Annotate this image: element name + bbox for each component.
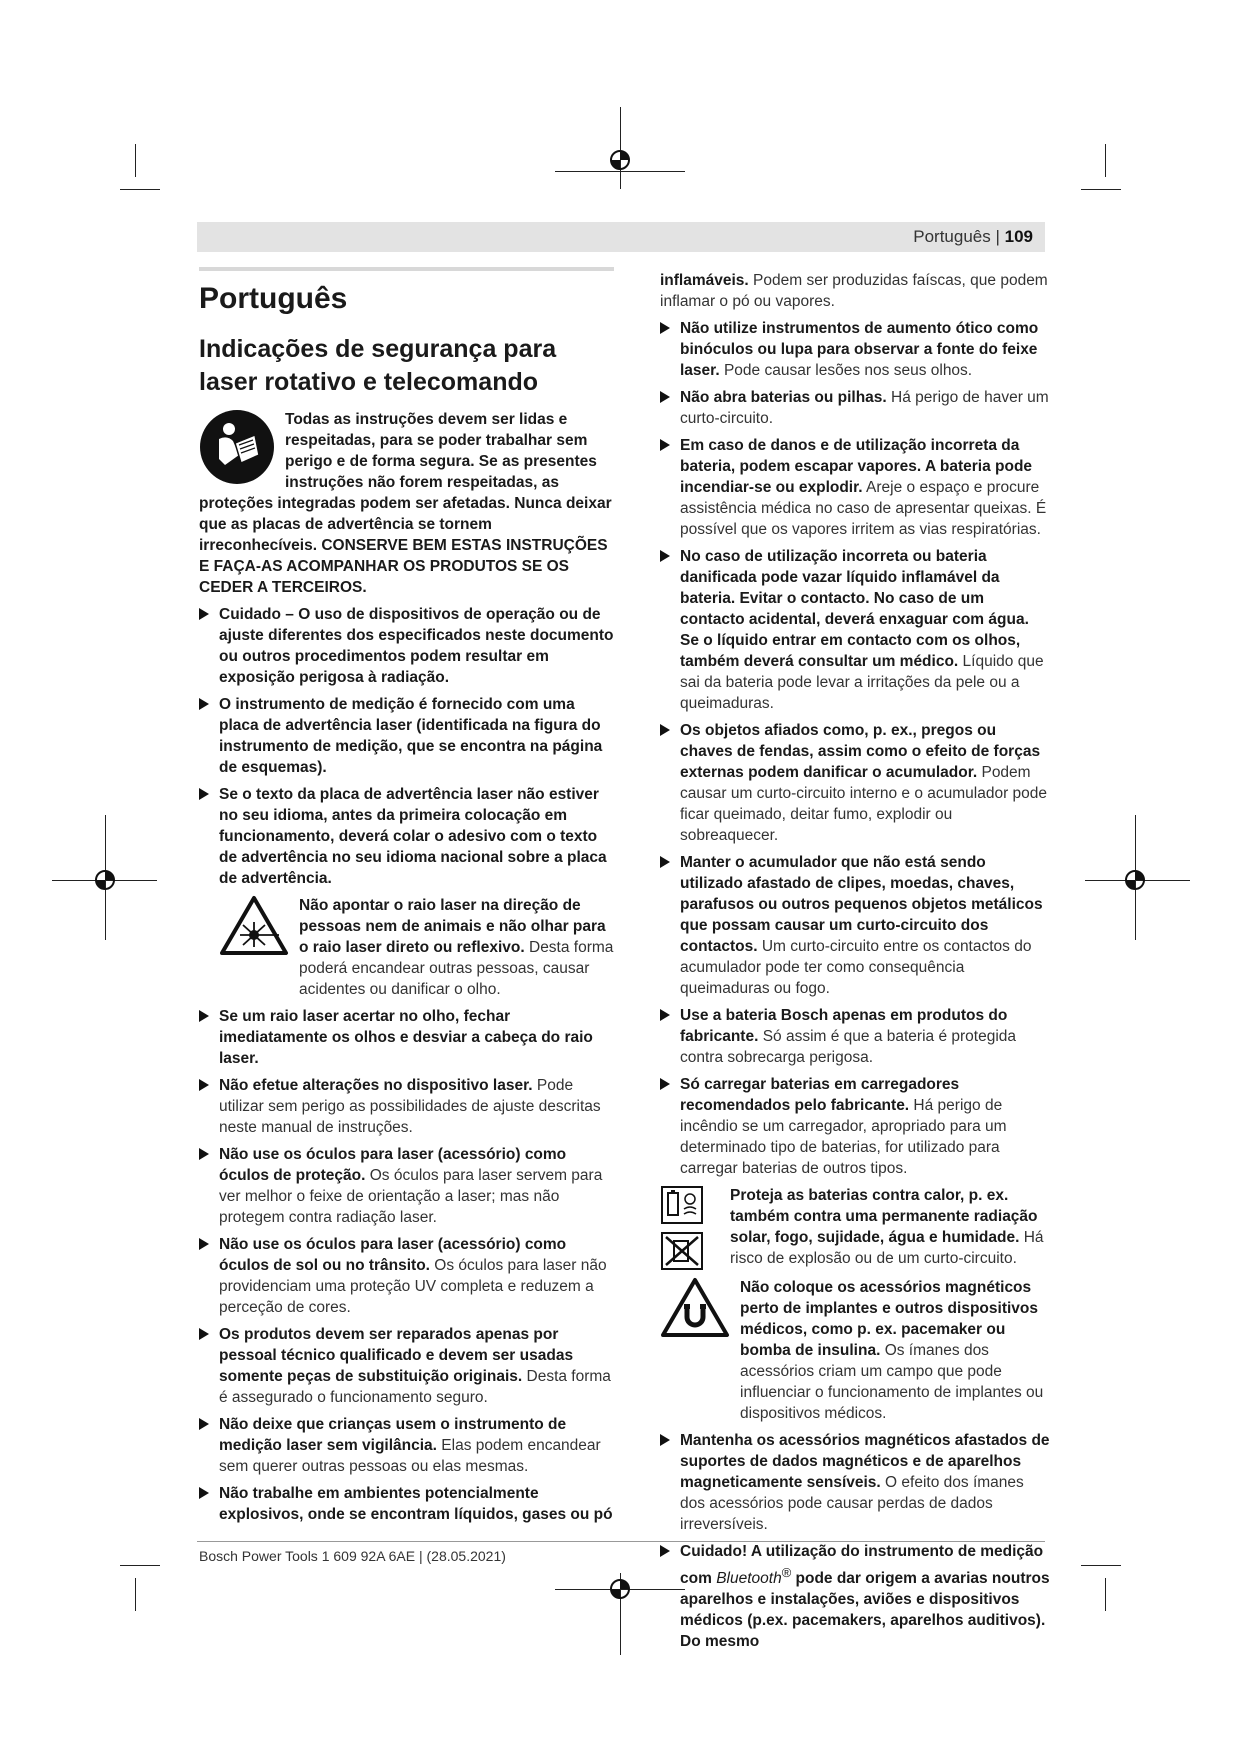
bullet-arrow-icon	[660, 724, 670, 736]
list-item: Não efetue alterações no dispositivo laser. Pode utilizar sem perigo as possibilidades de ajuste descritas neste manual de instruções.	[199, 1075, 614, 1138]
bullet-arrow-icon	[199, 1487, 209, 1499]
right-list-1	[660, 318, 1050, 1179]
battery-heat-icon	[660, 1185, 704, 1225]
battery-no-water-icon	[660, 1231, 704, 1271]
bullet-arrow-icon	[199, 1418, 209, 1430]
crop-mark	[1105, 1578, 1106, 1611]
bullet-arrow-icon	[199, 698, 209, 710]
bullet-arrow-icon	[199, 1010, 209, 1022]
list-item: Não utilize instrumentos de aumento ótico como binóculos ou lupa para observar a fonte do feixe laser. Pode causar lesões nos seus olhos.	[660, 318, 1050, 381]
laser-warning-bold: Não apontar o raio laser na direção de pessoas nem de animais e não olhar para o raio laser direto ou reflexivo.	[299, 897, 606, 956]
registration-target-icon	[609, 149, 631, 171]
continuation-text: inflamáveis. Podem ser produzidas faíscas, que podem inflamar o pó ou vapores.	[660, 272, 1048, 310]
list-item: Só carregar baterias em carregadores recomendados pelo fabricante. Há perigo de incêndio se um carregador, apropriado para um determinado tipo de baterias, for utilizado para carregar baterias de outros tipos.	[660, 1074, 1050, 1179]
bullet-arrow-icon	[660, 856, 670, 868]
page-header	[197, 222, 1045, 252]
bullet-arrow-icon	[199, 1238, 209, 1250]
header-label: Português | 109	[913, 227, 1033, 246]
magnet-warning-icon	[660, 1277, 730, 1339]
registration-target-icon	[94, 869, 116, 891]
list-item: O instrumento de medição é fornecido com uma placa de advertência laser (identificada na figura do instrumento de medição, que se encontra na página de esquemas).	[199, 694, 614, 778]
page-title: Português	[199, 282, 348, 315]
bullet-arrow-icon	[199, 1328, 209, 1340]
read-manual-icon	[199, 409, 275, 485]
list-item: Não use os óculos para laser (acessório) como óculos de sol ou no trânsito. Os óculos para laser não providenciam uma proteção UV completa e reduzem a perceção de cores.	[199, 1234, 614, 1318]
header-language: Português	[913, 227, 991, 246]
list-item: Os produtos devem ser reparados apenas por pessoal técnico qualificado e devem ser usadas somente peças de substituição originais. Desta forma é assegurado o funcionamento seguro.	[199, 1324, 614, 1408]
list-item: Cuidado – O uso de dispositivos de operação ou de ajuste diferentes dos especificados neste documento ou outros procedimentos podem resultar em exposição perigosa à radiação.	[199, 604, 614, 688]
bullet-arrow-icon	[660, 1545, 670, 1557]
registration-target-icon	[609, 1578, 631, 1600]
heat-warning-text: Há risco de explosão ou de um curto-circuito.	[730, 1229, 1044, 1267]
crop-mark	[1081, 1565, 1121, 1566]
magnet-warning-bold: Não coloque os acessórios magnéticos perto de implantes e outros dispositivos médicos, como p. ex. pacemaker ou bomba de insulina.	[740, 1279, 1038, 1359]
list-item: Não abra baterias ou pilhas. Há perigo de haver um curto-circuito.	[660, 387, 1050, 429]
list-item: Mantenha os acessórios magnéticos afastados de suportes de dados magnéticos e de aparelhos magneticamente sensíveis. O efeito dos ímanes dos acessórios pode causar perdas de dados irreversíveis.	[660, 1430, 1050, 1535]
list-item: No caso de utilização incorreta ou bateria danificada pode vazar líquido inflamável da bateria. Evitar o contacto. No caso de um contacto acidental, deverá enxaguar com água. Se o líquido entrar em contacto com os olhos, também deverá consultar um médico. Líquido que sai da bateria pode levar a irritações da pele ou a queimaduras.	[660, 546, 1050, 714]
registration-line	[620, 107, 621, 189]
page-footer: Bosch Power Tools 1 609 92A 6AE | (28.05.2021)	[199, 1548, 506, 1564]
laser-warning-block	[199, 895, 614, 1000]
bullet-arrow-icon	[199, 1079, 209, 1091]
heat-warning-block	[660, 1185, 1050, 1271]
heat-warning-bold: Proteja as baterias contra calor, p. ex. também contra uma permanente radiação solar, fogo, sujidade, água e humidade.	[730, 1187, 1038, 1246]
intro-block	[199, 409, 614, 598]
page-number: 109	[1004, 227, 1033, 246]
bullet-arrow-icon	[660, 1009, 670, 1021]
intro-text: Todas as instruções devem ser lidas e respeitadas, para se poder trabalhar sem perigo e de forma segura. Se as presentes instruções não forem respeitadas, as proteções integradas podem ser afetadas. Nunca deixar que as placas de advertência se tornem irreconhecíveis. CONSERVE BEM ESTAS INSTRUÇÕES E FAÇA-AS ACOMPANHAR OS PRODUTOS SE OS CEDER A TERCEIROS.	[199, 411, 612, 596]
bullet-arrow-icon	[660, 322, 670, 334]
list-item: Não trabalhe em ambientes potencialmente explosivos, onde se encontram líquidos, gases ou pó	[199, 1483, 614, 1525]
crop-mark	[120, 1565, 160, 1566]
list-item: Manter o acumulador que não está sendo utilizado afastado de clipes, moedas, chaves, parafusos ou outros pequenos objetos metálicos que possam causar um curto-circuito dos contactos. Um curto-circuito entre os contactos do acumulador pode ter como consequência queimaduras ou fogo.	[660, 852, 1050, 999]
bullet-arrow-icon	[199, 1148, 209, 1160]
list-item: Não deixe que crianças usem o instrumento de medição laser sem vigilância. Elas podem encandear sem querer outras pessoas ou elas mesmas.	[199, 1414, 614, 1477]
registration-line	[555, 171, 685, 172]
list-item: Não use os óculos para laser (acessório) como óculos de proteção. Os óculos para laser servem para ver melhor o feixe de orientação a laser; mas não protegem contra radiação laser.	[199, 1144, 614, 1228]
battery-symbols	[660, 1185, 720, 1271]
right-column	[660, 270, 1050, 1658]
list-item: Use a bateria Bosch apenas em produtos do fabricante. Só assim é que a bateria é protegida contra sobrecarga perigosa.	[660, 1005, 1050, 1068]
bullet-arrow-icon	[199, 788, 209, 800]
crop-mark	[135, 144, 136, 177]
bullet-arrow-icon	[660, 439, 670, 451]
bullet-arrow-icon	[660, 550, 670, 562]
list-item: Se um raio laser acertar no olho, fechar imediatamente os olhos e desviar a cabeça do raio laser.	[199, 1006, 614, 1069]
magnet-warning-text: Os ímanes dos acessórios criam um campo que pode influenciar o funcionamento de implantes ou dispositivos médicos.	[740, 1342, 1044, 1422]
laser-warning-icon	[219, 895, 289, 957]
crop-mark	[135, 1578, 136, 1611]
list-item: Se o texto da placa de advertência laser não estiver no seu idioma, antes da primeira colocação em funcionamento, deverá colar o adesivo com o texto de advertência no seu idioma nacional sobre a placa de advertência.	[199, 784, 614, 889]
registration-target-icon	[1124, 869, 1146, 891]
bullet-arrow-icon	[199, 608, 209, 620]
list-item: Os objetos afiados como, p. ex., pregos ou chaves de fendas, assim como o efeito de forças externas podem danificar o acumulador. Podem causar um curto-circuito interno e o acumulador pode ficar queimado, deitar fumo, explodir ou sobreaquecer.	[660, 720, 1050, 846]
left-list-2	[199, 1006, 614, 1525]
list-item: Cuidado! A utilização do instrumento de medição com Bluetooth® pode dar origem a avarias noutros aparelhos e instalações, aviões e dispositivos médicos (p.ex. pacemakers, aparelhos auditivos). Do mesmo	[660, 1541, 1050, 1652]
crop-mark	[1105, 144, 1106, 177]
section-title: Indicações de segurança para laser rotativo e telecomando	[199, 335, 557, 396]
magnet-warning-block	[660, 1277, 1050, 1424]
laser-warning-text: Desta forma poderá encandear outras pessoas, causar acidentes ou danificar o olho.	[299, 939, 614, 998]
left-column	[199, 270, 614, 1531]
section-rule	[199, 267, 614, 271]
crop-mark	[120, 189, 160, 190]
bullet-arrow-icon	[660, 1078, 670, 1090]
footer-rule	[197, 1541, 1045, 1542]
bullet-arrow-icon	[660, 1434, 670, 1446]
crop-mark	[1081, 189, 1121, 190]
bullet-arrow-icon	[660, 391, 670, 403]
left-list-1	[199, 604, 614, 889]
list-item: Em caso de danos e de utilização incorreta da bateria, podem escapar vapores. A bateria pode incendiar-se ou explodir. Areje o espaço e procure assistência médica no caso de apresentar queixas. É possível que os vapores irritem as vias respiratórias.	[660, 435, 1050, 540]
